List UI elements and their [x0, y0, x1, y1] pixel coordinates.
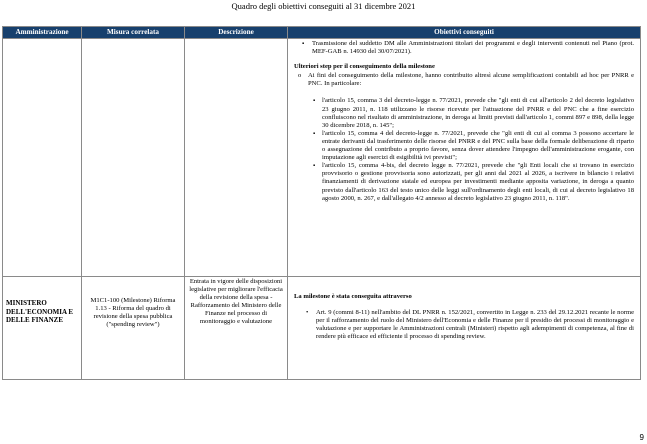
sub-list-item: ▪ l'articolo 15, comma 3 del decreto-legge n. 77/2021, prevede che "gli enti di cui all'articolo 2 del decreto legislativo 23 giugno 2011, n. 118 utilizzano le risorse ricevute per l'attuazione del PNRR e del PNC che a fine esercizio confluiscono nel risultato di amministrazione, in deroga ai limiti previsti dall'articolo 1, commi 897 e 898, della legge 30 dicembre 2018, n. 145"; [294, 97, 634, 129]
cell-objectives [288, 277, 641, 380]
header-related-measure: Misura correlata [82, 27, 185, 39]
cell-measure-empty [82, 39, 185, 277]
cell-description-empty [185, 39, 288, 277]
intro-list-item: o Ai fini del conseguimento della milestone, hanno contribuito altresì alcune semplificazioni contabili ad hoc per PNRR e PNC. In particolare: [294, 72, 634, 88]
cell-objectives [288, 39, 641, 277]
header-description: Descrizione [185, 27, 288, 39]
table-row [3, 277, 641, 380]
sub-list-item: ▪ l'articolo 15, comma 4-bis, del decreto legge n. 77/2021, prevede che "gli Enti locali che si trovano in esercizio provvisorio o gestione provvisoria sono autorizzati, per gli anni dal 2021 al 2026, a iscrivere in bilancio i relativi finanziamenti di derivazione statale ed europea per investimenti mediante apposita variazione, in deroga a quanto previsto dall'articolo 163 del testo unico delle leggi sull'ordinamento degli enti locali, di cui al decreto legislativo 18 agosto 2000, n. 267, e dall'allegato 4/2 annesso al decreto legislativo 23 giugno 2011, n. 118". [294, 162, 634, 202]
milestone-heading: La milestone è stata conseguita attraverso [294, 293, 412, 300]
table-header-row [3, 27, 641, 39]
milestone-list-item: • Art. 9 (commi 8-11) nell'ambito del DL PNRR n. 152/2021, convertito in Legge n. 233 del 29.12.2021 recante le norme per il rafforzamento del ruolo del Ministero dell'Economia e delle Finanze per il presidio dei processi di monitoraggio e valutazione e per supportare le Amministrazioni centrali (Ministeri) rispetto agli adempimenti di competenza, al fine di rendere più efficace ed efficiente il processo di spending review. [294, 309, 634, 341]
cell-measure: M1C1-100 (Milestone) Riforma 1.13 - Riforma del quadro di revisione della spesa pubblica ("spending review") [82, 277, 185, 380]
document-title: Quadro degli obiettivi conseguiti al 31 dicembre 2021 [231, 1, 416, 11]
further-steps-heading: Ulteriori step per il conseguimento della milestone [294, 63, 435, 71]
sub-list-item: ▪ l'articolo 15, comma 4 del decreto-legge n. 77/2021, prevede che "gli enti di cui al comma 3 possono accertare le entrate derivanti dal trasferimento delle risorse del PNRR e del PNC sulla base della formale deliberazione di riparto o assegnazione del contributo a proprio favore, senza dover attendere l'impegno dell'amministrazione erogante, con imputazione agli esercizi di esigibilità ivi previsti"; [294, 130, 634, 162]
objectives-table [2, 26, 641, 380]
page-number: 9 [639, 433, 644, 442]
header-objectives-achieved: Obiettivi conseguiti [288, 27, 641, 39]
header-administration: Amministrazione [3, 27, 82, 39]
cell-administration-empty [3, 39, 82, 277]
table-row [3, 39, 641, 277]
cell-description: Entrata in vigore delle disposizioni legislative per migliorare l'efficacia della revisione della spesa - Rafforzamento del Ministero delle Finanze nel processo di monitoraggio e valutazione [185, 277, 288, 380]
cell-administration: MINISTERO DELL'ECONOMIA E DELLE FINANZE [3, 277, 82, 380]
objective-bullet: ▪ Trasmissione del suddetto DM alle Amministrazioni titolari dei programmi e degli interventi contenuti nel Piano (prot. MEF-GAB n. 14930 del 30/07/2021). [294, 40, 634, 56]
